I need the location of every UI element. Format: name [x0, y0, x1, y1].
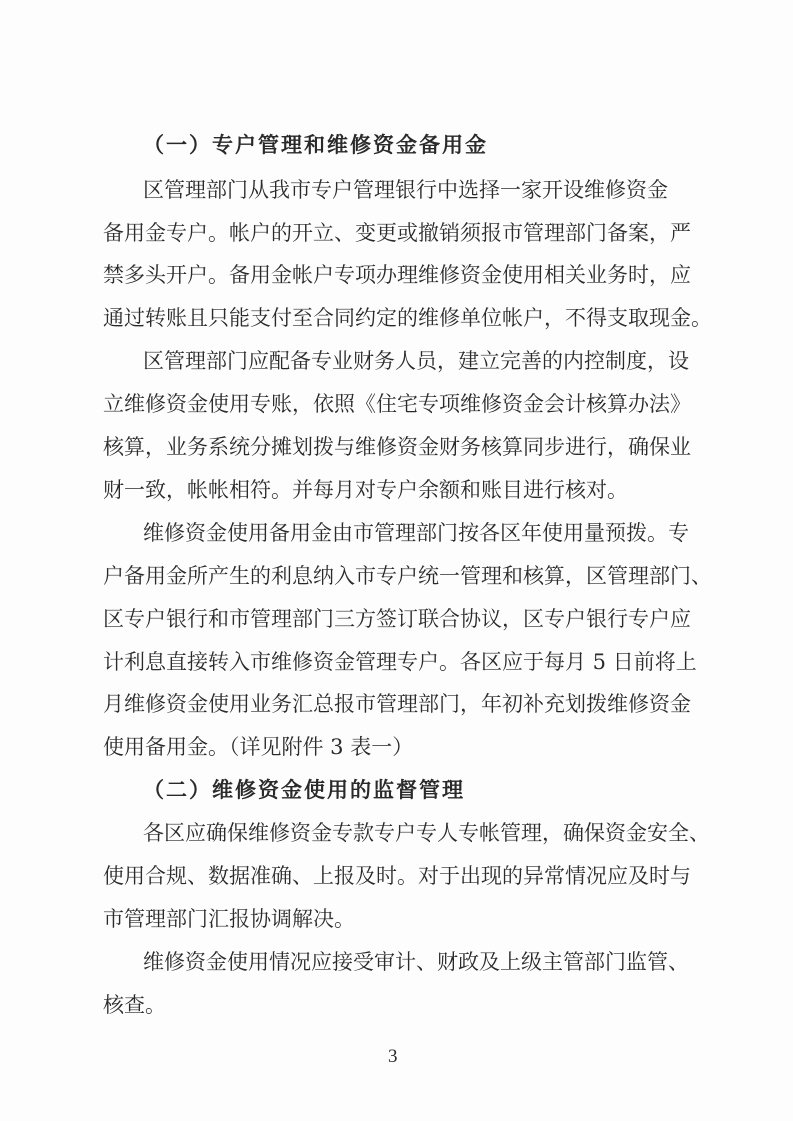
text-line: 立维修资金使用专账，依照《住宅专项维修资金会计核算办法》	[103, 392, 691, 416]
page-number: 3	[388, 1046, 398, 1067]
section-heading-1: （一）专户管理和维修资金备用金	[143, 133, 488, 157]
text-line: 计利息直接转入市维修资金管理专户。各区应于每月 5 日前将上	[103, 650, 697, 674]
text-line: 区管理部门应配备专业财务人员，建立完善的内控制度，设	[143, 349, 689, 373]
text-line: 维修资金使用情况应接受审计、财政及上级主管部门监管、	[143, 950, 689, 974]
text-line: 使用合规、数据准确、上报及时。对于出现的异常情况应及时与	[103, 864, 691, 888]
text-line: 各区应确保维修资金专款专户专人专帐管理，确保资金安全、	[143, 821, 710, 845]
text-line: 备用金专户。帐户的开立、变更或撤销须报市管理部门备案，严	[103, 221, 691, 245]
section-heading-2: （二）维修资金使用的监督管理	[143, 778, 465, 802]
text-line: 市管理部门汇报协调解决。	[103, 907, 355, 931]
text-line: 户备用金所产生的利息纳入市专户统一管理和核算，区管理部门、	[103, 564, 712, 588]
text-line: 区专户银行和市管理部门三方签订联合协议，区专户银行专户应	[103, 607, 691, 631]
text-line: 区管理部门从我市专户管理银行中选择一家开设维修资金	[143, 178, 668, 202]
text-line: 核查。	[103, 993, 166, 1017]
text-line: 月维修资金使用业务汇总报市管理部门，年初补充划拨维修资金	[103, 692, 691, 716]
text-line: 通过转账且只能支付至合同约定的维修单位帐户，不得支取现金。	[103, 306, 712, 330]
text-line: 使用备用金。（详见附件 3 表一）	[103, 735, 414, 759]
text-line: 维修资金使用备用金由市管理部门按各区年使用量预拨。专	[143, 521, 689, 545]
text-line: 禁多头开户。备用金帐户专项办理维修资金使用相关业务时，应	[103, 263, 691, 287]
text-line: 财一致，帐帐相符。并每月对专户余额和账目进行核对。	[103, 478, 628, 502]
text-line: 核算，业务系统分摊划拨与维修资金财务核算同步进行，确保业	[103, 435, 691, 459]
